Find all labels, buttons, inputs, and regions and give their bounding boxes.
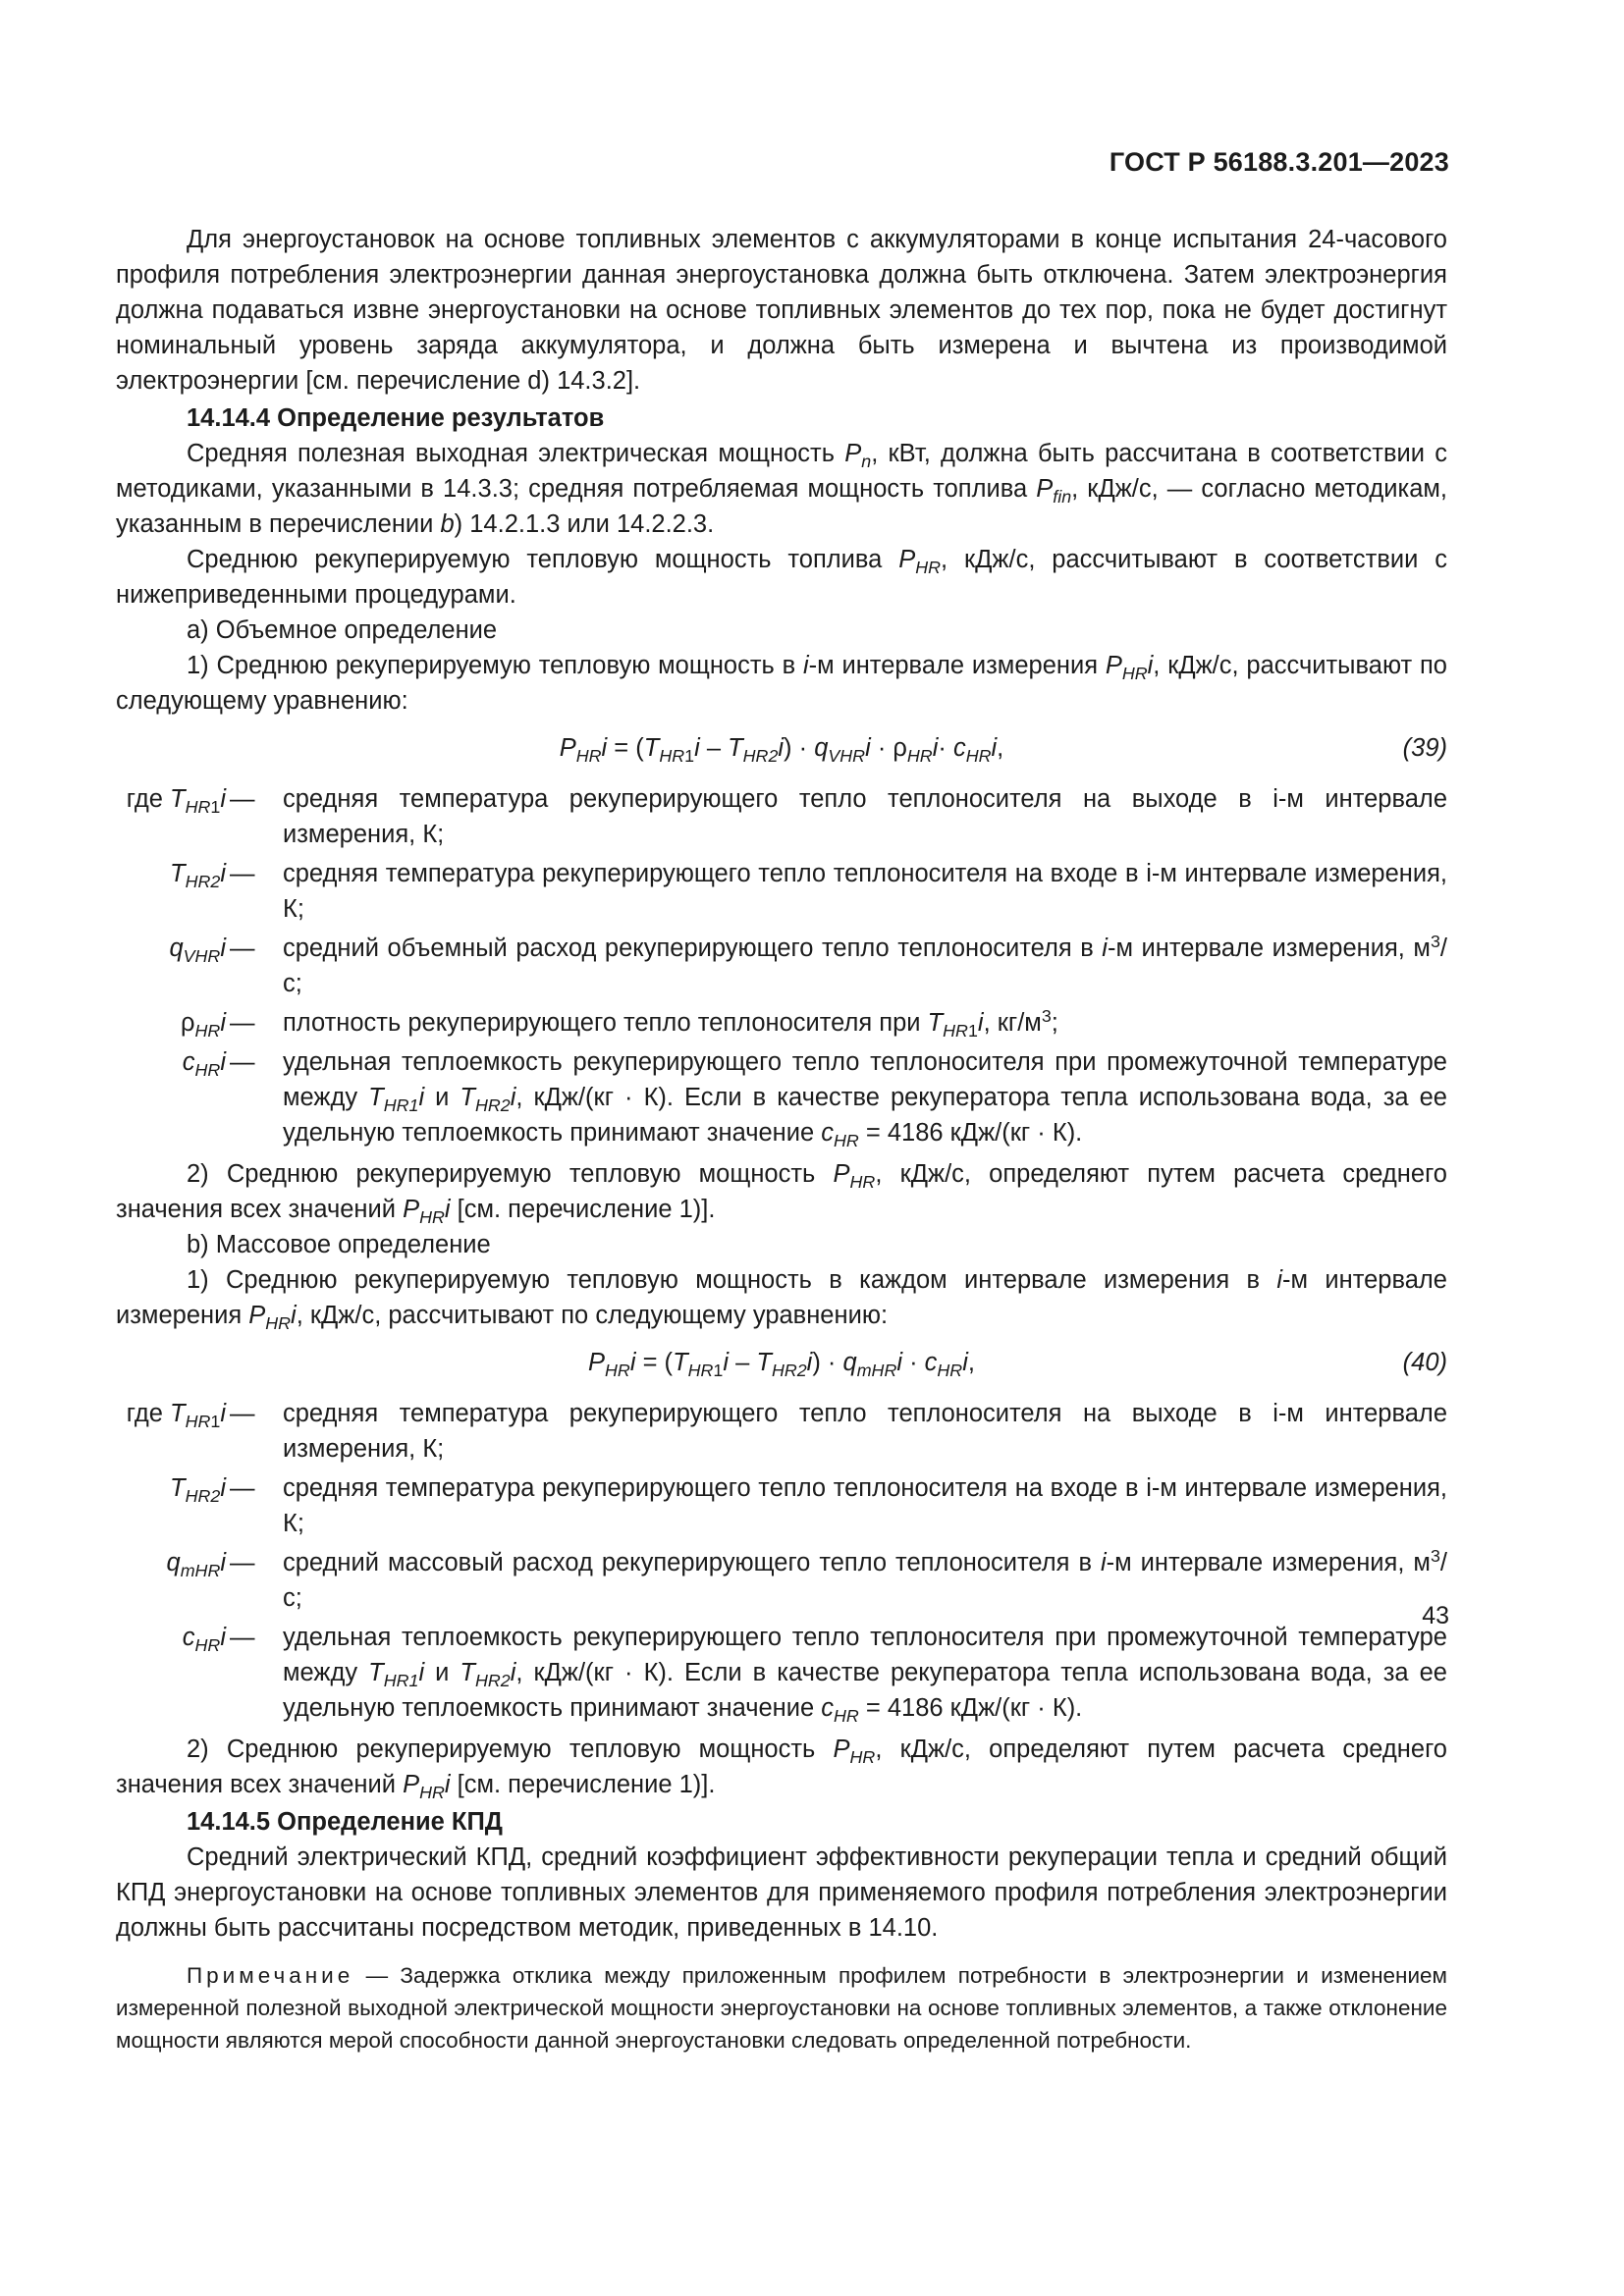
paragraph-efficiency: Средний электрический КПД, средний коэффициент эффективности рекуперации тепла и средний общий КПД энергоустановки на основе топливных элементов для применяемого профиля потребления электроэнергии должны быть рассчитаны посредством методик, приведенных в 14.10. [116, 1843, 1447, 1942]
page-header: ГОСТ Р 56188.3.201—2023 [1109, 147, 1449, 177]
paragraph-recovered-heat: Среднюю рекуперируемую тепловую мощность топлива $P_{HR}$, кДж/с, рассчитывают в соответствии с нижеприведенными процедурами. [116, 546, 1447, 609]
definition-item: где $T_{HR1}i$ — средняя температура рекуперирующего тепло теплоносителя на выходе в i-м интервале измерения, К; [126, 1400, 1447, 1463]
definition-item: $q_{VHR}i$ — средний объемный расход рекуперирующего тепло теплоносителя в i-м интервале измерения, $м^3/с$; [169, 932, 1447, 997]
definitions-40 [116, 1396, 1447, 1726]
definition-item: где $T_{HR1}i$ — средняя температура рекуперирующего тепло теплоносителя на выходе в i-м интервале измерения, К; [126, 785, 1447, 848]
paragraph-step-1-mass: 1) Среднюю рекуперируемую тепловую мощность в каждом интервале измерения в i-м интервале измерения $P_{HR}i$, кДж/с, рассчитывают по следующему уравнению: [116, 1266, 1447, 1333]
note-label: Примечание [187, 1963, 354, 1988]
document-body [116, 222, 1447, 2056]
item-a-volumetric: a) Объемное определение [187, 616, 498, 644]
paragraph-step-2-volumetric: 2) Среднюю рекуперируемую тепловую мощность $P_{HR}$, кДж/с, определяют путем расчета среднего значения всех значений $P_{HR}i$ [см. перечисление 1)]. [116, 1160, 1447, 1227]
definition-item: $c_{HR}i$ — удельная теплоемкость рекуперирующего тепло теплоносителя при промежуточной температуре между $T_{HR1}i$ и $T_{HR2}i$, кДж/(кг · К). Если в качестве рекуператора тепла использована вода, за ее удельную теплоемкость принимают значение $c_{HR} = 4186$ кДж/(кг · К). [182, 1624, 1447, 1726]
definitions-39 [116, 781, 1447, 1150]
definition-item: $T_{HR2}i$ — средняя температура рекуперирующего тепло теплоносителя на входе в i-м интервале измерения, К; [170, 1474, 1447, 1537]
definition-item: $T_{HR2}i$ — средняя температура рекуперирующего тепло теплоносителя на входе в i-м интервале измерения, К; [170, 860, 1447, 923]
equation-number-40: (40) [1402, 1349, 1447, 1376]
paragraph-power-output: Средняя полезная выходная электрическая мощность $P_n$, кВт, должна быть рассчитана в соответствии с методиками, указанными в 14.3.3; средняя потребляемая мощность топлива $P_{fin}$, кДж/с, — согласно методикам, указанным в перечислении b) 14.2.1.3 или 14.2.2.3. [116, 440, 1448, 538]
definition-item: $q_{mHR}i$ — средний массовый расход рекуперирующего тепло теплоносителя в i-м интервале измерения, $м^3/с$; [166, 1546, 1447, 1612]
paragraph-step-2-mass: 2) Среднюю рекуперируемую тепловую мощность $P_{HR}$, кДж/с, определяют путем расчета среднего значения всех значений $P_{HR}i$ [см. перечисление 1)]. [116, 1735, 1447, 1802]
equation-40: $P_{HR}i = (T_{HR1}i - T_{HR2}i) \cdot q_{mHR}i \cdot c_{HR}i$, (40) [116, 1345, 1447, 1384]
paragraph-step-1-volumetric: 1) Среднюю рекуперируемую тепловую мощность в i-м интервале измерения $P_{HR}i$, кДж/с, рассчитывают по следующему уравнению: [116, 652, 1447, 715]
item-b-mass: b) Массовое определение [187, 1231, 491, 1258]
definition-item: $c_{HR}i$ — удельная теплоемкость рекуперирующего тепло теплоносителя при промежуточной температуре между $T_{HR1}i$ и $T_{HR2}i$, кДж/(кг · К). Если в качестве рекуператора тепла использована вода, за ее удельную теплоемкость принимают значение $c_{HR} = 4186$ кДж/(кг · К). [182, 1048, 1447, 1150]
note: Примечание — Задержка отклика между приложенным профилем потребности в электроэнергии и изменением измеренной полезной выходной электрической мощности энергоустановки на основе топливных элементов, а также отклонение мощности являются мерой способности данной энергоустановки следовать определенной потребности. [116, 1963, 1447, 2053]
page-number: 43 [1422, 1602, 1449, 1629]
paragraph-battery: Для энергоустановок на основе топливных элементов с аккумуляторами в конце испытания 24-часового профиля потребления электроэнергии данная энергоустановка должна быть отключена. Затем электроэнергия должна подаваться извне энергоустановки на основе топливных элементов до тех пор, пока не будет достигнут номинальный уровень заряда аккумулятора, и должна быть измерена и вычтена из производимой электроэнергии [см. перечисление d) 14.3.2]. [116, 226, 1447, 395]
section-heading-14-14-4: 14.14.4 Определение результатов [187, 404, 605, 432]
section-heading-14-14-5: 14.14.5 Определение КПД [187, 1808, 503, 1836]
equation-39: $P_{HR}i = (T_{HR1}i - T_{HR2}i) \cdot q_{VHR}i \cdot \rho_{HR}i\cdot c_{HR}i$, (39) [116, 730, 1447, 770]
definition-item: $\rho_{HR}i$ — плотность рекуперирующего тепло теплоносителя при $T_{HR1}i$, $кг/м^3$; [181, 1006, 1058, 1041]
equation-number-39: (39) [1402, 734, 1447, 762]
